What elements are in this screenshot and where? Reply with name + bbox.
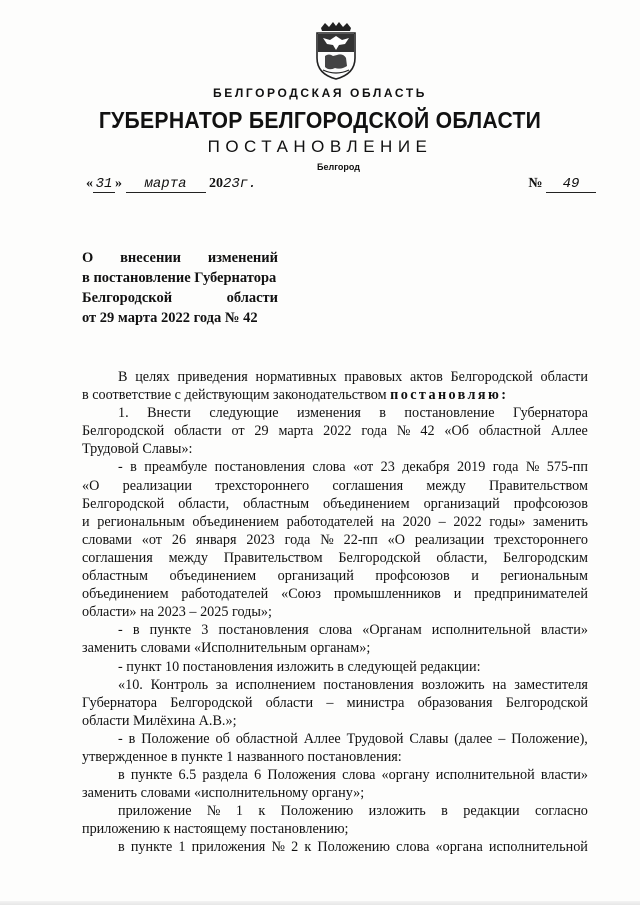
body-line: в соответствие с действующим законодательством постановляю: [82,387,509,404]
date-close-quote: » [115,176,122,191]
subject-line: Белгородской области [82,290,278,306]
body-line: в пункте 1 приложения № 2 к Положению слова «органа исполнительной [118,839,588,856]
document-body [82,368,588,857]
subject-line: от 29 марта 2022 года № 42 [82,310,258,326]
date-number-row [86,176,596,196]
body-line: приложению к настоящему постановлению; [82,821,349,838]
number-label: № [528,176,543,191]
body-line: объединением работодателей «Союз промышленников и предпринимателей [82,586,588,603]
body-line: - в преамбуле постановления слова «от 23 декабря 2019 года № 575-пп [118,459,588,476]
body-line: области Милёхина А.В.»; [82,712,237,729]
body-line: в пункте 6.5 раздела 6 Положения слова «органу исполнительной власти» [118,767,588,784]
body-line: Трудовой Славы»: [82,441,193,458]
document-type: ПОСТАНОВЛЕНИЕ [207,137,433,156]
subject-line: О внесении изменений [82,250,278,266]
body-line: области» на 2023 – 2025 годы»; [82,604,272,621]
body-line: утвержденное в пункте 1 названного постановления: [82,748,402,765]
date-day: 31 [93,176,115,193]
page-bottom-edge [0,901,640,905]
resolution-keyword: постановляю: [390,387,509,404]
body-line: Белгородской области от 29 марта 2022 года № 42 «Об областной Аллее [82,423,588,440]
subject-line: в постановление Губернатора [82,270,277,286]
body-line: заменить словами «Исполнительным органам»; [82,640,371,657]
region-title: БЕЛГОРОДСКАЯ ОБЛАСТЬ [213,86,427,100]
city-label: Белгород [317,162,360,172]
date-month: марта [126,176,206,193]
body-line: приложение № 1 к Положению изложить в редакции согласно [118,803,588,820]
number-value: 49 [546,176,596,193]
body-line: - пункт 10 постановления изложить в следующей редакции: [118,658,481,675]
body-line: словами «от 26 января 2023 года № 22-пп «О реализации трехстороннего [82,531,588,548]
date-year-suffix: 23г. [223,176,257,192]
body-line: «10. Контроль за исполнением постановления возложить на заместителя [118,676,588,693]
document-number [528,176,596,193]
document-subject [82,248,278,328]
body-line: - в Положение об областной Аллее Трудовой Славы (далее – Положение), [118,730,588,747]
document-date [86,176,255,193]
authority-title: ГУБЕРНАТОР БЕЛГОРОДСКОЙ ОБЛАСТИ [98,107,542,133]
date-open-quote: « [86,176,93,191]
body-line: Белгородской области, областным объединением организаций профсоюзов [82,495,588,512]
body-line: В целях приведения нормативных правовых актов Белгородской области [118,369,588,385]
body-line: Губернатора Белгородской области – министра образования Белгородской [82,694,588,711]
body-line: заменить словами «исполнительному органу»; [82,785,365,802]
body-line: областным объединением организаций профсоюзов и региональным [82,568,588,585]
body-line: 1. Внести следующие изменения в постановление Губернатора [118,405,588,422]
date-year-prefix: 20 [209,176,223,191]
body-line: соглашения между Правительством Белгородской области, Белгородским [82,549,588,566]
body-line: и региональным объединением работодателей на 2020 – 2022 годы» заменить [82,513,588,530]
body-line: - в пункте 3 постановления слова «Органам исполнительной власти» [118,622,588,639]
belgorod-coat-of-arms-icon [313,22,359,80]
body-line: «О реализации трехстороннего соглашения между Правительством [82,477,588,494]
